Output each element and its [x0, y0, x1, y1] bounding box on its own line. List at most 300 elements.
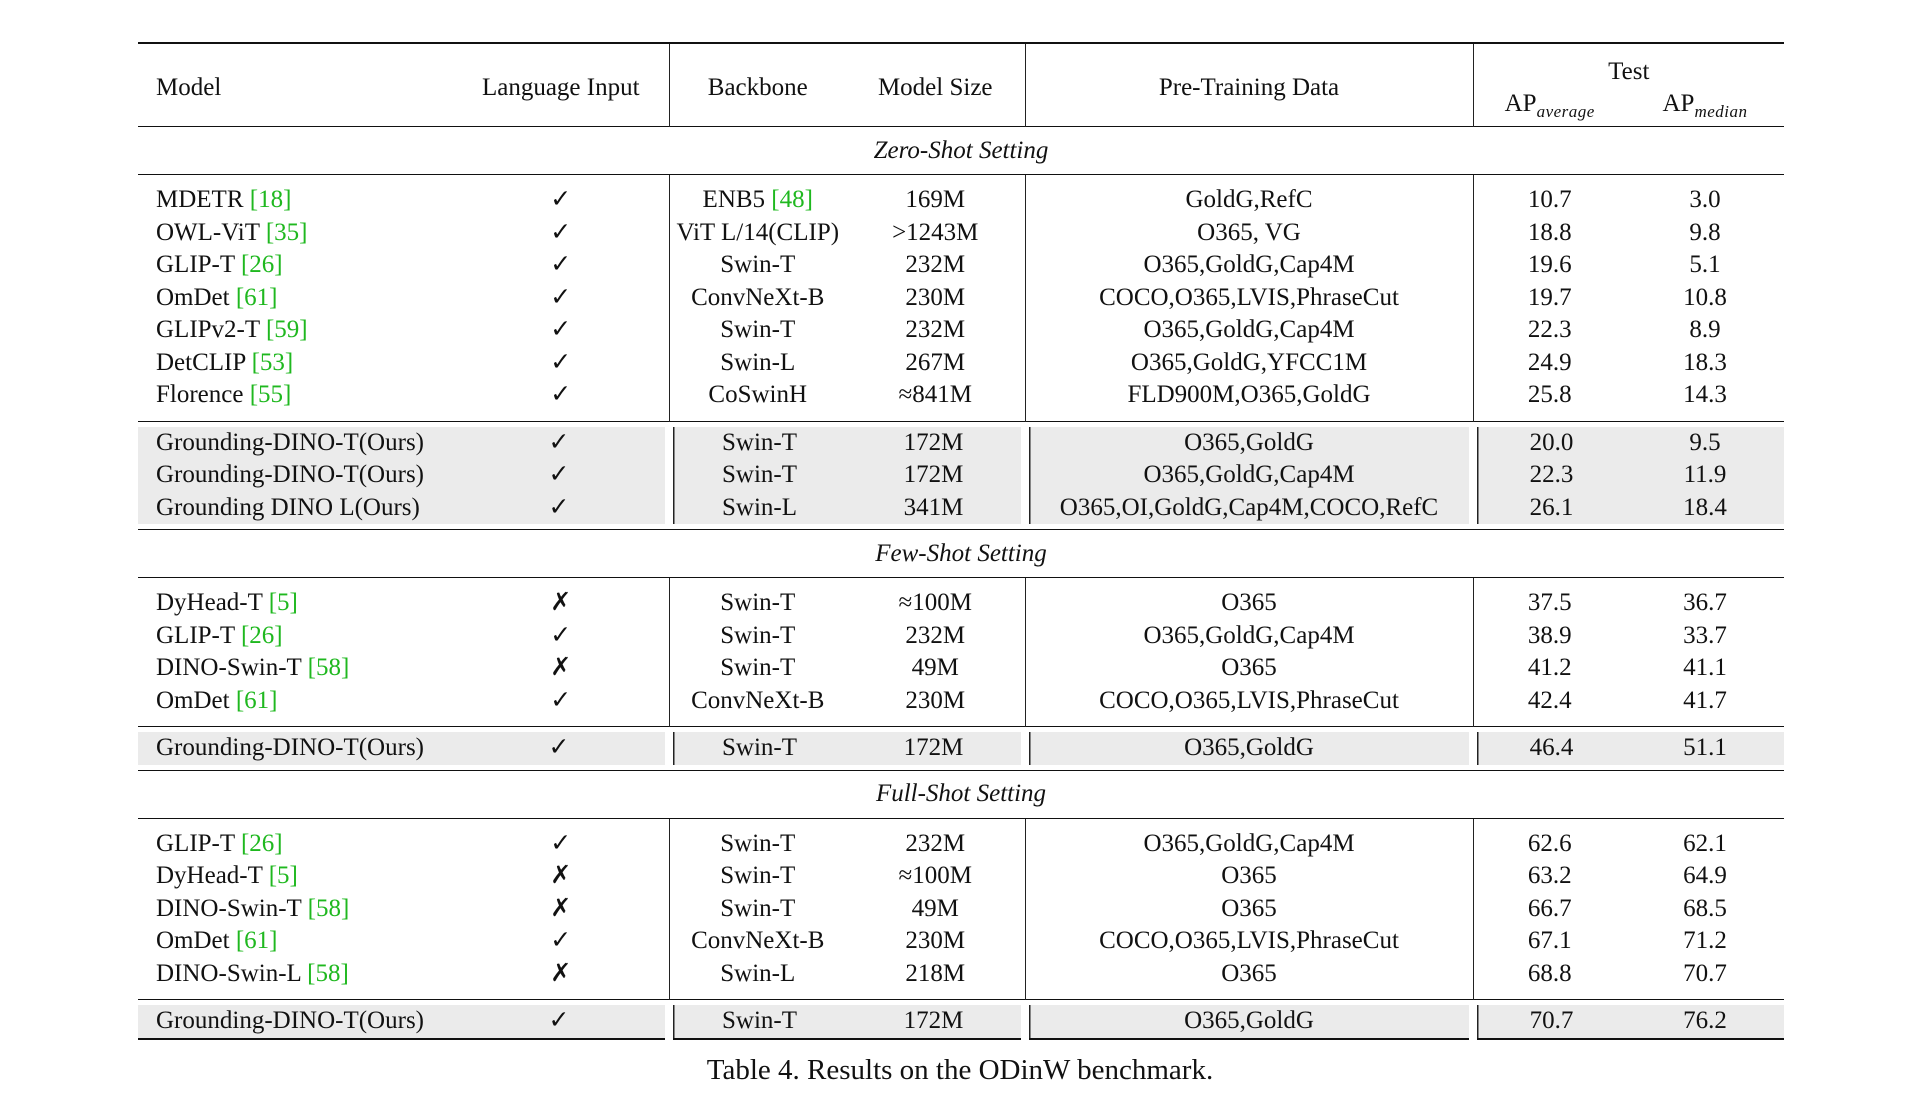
model-cell [138, 828, 453, 861]
language-input-cell [453, 1005, 669, 1039]
spacer-cell [1473, 818, 1626, 828]
ap-median-cell: 62.1 [1683, 829, 1727, 857]
backbone-cell [669, 652, 846, 685]
pretraining-data-cell: COCO,O365,LVIS,PhraseCut [1025, 685, 1473, 718]
table-row [138, 282, 1784, 315]
language-input-cell [453, 347, 669, 380]
backbone-cell [669, 427, 846, 460]
spacer-cell [846, 175, 1025, 185]
pretraining-data-cell: COCO,O365,LVIS,PhraseCut [1025, 282, 1473, 315]
ap-average-cell: 20.0 [1473, 427, 1626, 460]
table-row [138, 587, 1784, 620]
backbone-cell [669, 282, 846, 315]
model-name: Florence [156, 381, 244, 408]
header-row-1 [138, 43, 1784, 86]
spacer-row [138, 578, 1784, 588]
model-name: Grounding-DINO-T(Ours) [156, 428, 424, 456]
section-header-row [138, 530, 1784, 578]
header-ap-median [1626, 86, 1784, 127]
model-size-cell: 230M [905, 686, 966, 714]
language-input-cell [453, 217, 669, 250]
model-cell [138, 652, 453, 685]
model-cell [138, 587, 453, 620]
table-row [138, 925, 1784, 958]
checkmark-icon: ✓ [550, 621, 572, 649]
spacer-cell [453, 175, 669, 185]
pretraining-data-cell: O365,GoldG,Cap4M [1025, 828, 1473, 861]
checkmark-icon: ✓ [550, 283, 572, 311]
backbone-cell [669, 314, 846, 347]
spacer-cell [138, 717, 453, 727]
model-cell [138, 685, 453, 718]
table-row [138, 249, 1784, 282]
ap-median-cell: 51.1 [1626, 732, 1784, 765]
spacer-cell [669, 578, 846, 588]
pretraining-data-cell: O365 [1025, 652, 1473, 685]
citation-link[interactable]: [58] [307, 654, 350, 681]
ours-row [138, 492, 1784, 525]
citation-link[interactable]: [5] [268, 589, 298, 616]
model-name: DINO-Swin-L [156, 959, 301, 987]
language-input-cell [453, 587, 669, 620]
model-size-cell: 49M [911, 654, 959, 681]
spacer-cell [1025, 818, 1473, 828]
model-size-cell: 230M [905, 283, 966, 311]
spacer-row [138, 717, 1784, 727]
spacer-cell [1626, 818, 1784, 828]
spacer-cell [669, 990, 846, 1000]
ap-average-cell: 66.7 [1473, 893, 1626, 926]
model-size-cell: 232M [905, 829, 966, 857]
ap-median-cell: 8.9 [1689, 316, 1721, 343]
spacer-cell [1025, 717, 1473, 727]
language-input-cell [453, 459, 669, 492]
citation-link[interactable]: [35] [265, 218, 308, 246]
ap-average-cell: 46.4 [1473, 732, 1626, 765]
model-name: MDETR [156, 186, 244, 213]
model-name: GLIP-T [156, 251, 235, 278]
backbone-cell [669, 925, 846, 958]
ap-average-cell: 26.1 [1473, 492, 1626, 525]
model-cell [138, 958, 453, 991]
citation-link[interactable]: [59] [265, 316, 308, 343]
checkmark-icon: ✓ [550, 927, 572, 954]
results-table [138, 42, 1784, 1040]
table-row [138, 828, 1784, 861]
backbone-name: Swin-T [720, 654, 796, 681]
model-cell [138, 347, 453, 380]
pretraining-data-cell: O365 [1025, 860, 1473, 893]
language-input-cell [453, 958, 669, 991]
backbone-cell [669, 217, 846, 250]
backbone-cell [669, 1005, 846, 1039]
cross-icon: ✗ [550, 862, 572, 889]
model-cell [138, 427, 453, 460]
spacer-cell [669, 818, 846, 828]
backbone-name: Swin-T [722, 461, 797, 488]
ap-median-cell: 68.5 [1683, 894, 1727, 922]
language-input-cell [453, 893, 669, 926]
pretraining-data-cell: FLD900M,O365,GoldG [1025, 379, 1473, 412]
backbone-name: ConvNeXt-B [691, 686, 825, 714]
language-input-cell [453, 860, 669, 893]
backbone-name: Swin-L [722, 493, 797, 521]
header-backbone: Backbone [669, 43, 846, 127]
spacer-cell [453, 578, 669, 588]
model-name: GLIPv2-T [156, 316, 260, 343]
ap-median-cell: 41.7 [1683, 686, 1727, 714]
model-name: GLIP-T [156, 621, 235, 649]
backbone-cell [669, 347, 846, 380]
backbone-name: Swin-T [722, 734, 797, 761]
header-ap-median-sub: median [1694, 102, 1748, 121]
spacer-cell [1626, 717, 1784, 727]
model-size-cell: 341M [846, 492, 1025, 525]
model-name: OWL-ViT [156, 218, 260, 246]
model-cell [138, 217, 453, 250]
pretraining-data-cell: O365,GoldG,Cap4M [1025, 620, 1473, 653]
model-name: DetCLIP [156, 348, 246, 376]
backbone-name: Swin-T [720, 829, 796, 857]
model-size-cell: 169M [905, 186, 966, 213]
pretraining-data-cell: O365,GoldG,Cap4M [1025, 249, 1473, 282]
language-input-cell [453, 492, 669, 525]
ap-median-cell: 9.5 [1626, 427, 1784, 460]
citation-link[interactable]: [58] [307, 894, 350, 922]
table-row [138, 314, 1784, 347]
model-cell [138, 732, 453, 765]
model-size-cell: ≈100M [898, 862, 972, 889]
language-input-cell [453, 828, 669, 861]
model-size-cell: 232M [905, 316, 966, 343]
backbone-cell [669, 379, 846, 412]
spacer-cell [846, 818, 1025, 828]
backbone-cell [669, 732, 846, 765]
backbone-name: Swin-T [722, 1007, 797, 1034]
model-cell [138, 893, 453, 926]
language-input-cell [453, 249, 669, 282]
backbone-cell [669, 249, 846, 282]
spacer-cell [138, 175, 453, 185]
model-cell [138, 1005, 453, 1039]
table-row [138, 652, 1784, 685]
backbone-name: Swin-T [720, 621, 796, 649]
spacer-row [138, 818, 1784, 828]
model-name: DyHead-T [156, 589, 263, 616]
model-name: OmDet [156, 686, 230, 714]
ap-average-cell: 19.6 [1473, 249, 1626, 282]
language-input-cell [453, 685, 669, 718]
ap-average-cell: 18.8 [1473, 217, 1626, 250]
pretraining-data-cell: GoldG,RefC [1025, 184, 1473, 217]
pretraining-data-cell: O365,GoldG [1025, 427, 1473, 460]
model-cell [138, 620, 453, 653]
citation-link[interactable]: [26] [240, 251, 283, 278]
model-cell [138, 379, 453, 412]
ours-row [138, 427, 1784, 460]
backbone-cell [669, 860, 846, 893]
model-size-cell: 49M [911, 894, 959, 922]
spacer-cell [846, 578, 1025, 588]
header-ap-label: AP [1504, 90, 1537, 117]
citation-link[interactable]: [18] [249, 186, 292, 213]
language-input-cell [453, 427, 669, 460]
backbone-cell [669, 893, 846, 926]
spacer-cell [1473, 412, 1626, 422]
cross-icon: ✗ [550, 959, 572, 987]
checkmark-icon: ✓ [550, 251, 572, 278]
ap-median-cell: 11.9 [1626, 459, 1784, 492]
spacer-cell [846, 990, 1025, 1000]
citation-link[interactable]: [61] [235, 686, 278, 714]
model-size-cell: ≈100M [898, 589, 972, 616]
header-test: Test [1473, 43, 1784, 86]
ours-row [138, 459, 1784, 492]
section-header-row [138, 770, 1784, 818]
model-size-cell: 218M [905, 959, 966, 987]
checkmark-icon: ✓ [548, 428, 570, 456]
model-name: GLIP-T [156, 829, 235, 857]
citation-link[interactable]: [55] [249, 381, 292, 408]
citation-link[interactable]: [61] [235, 283, 278, 311]
table-row [138, 620, 1784, 653]
ap-median-cell: 14.3 [1683, 381, 1727, 408]
language-input-cell [453, 620, 669, 653]
spacer-cell [1626, 412, 1784, 422]
model-size-cell: 172M [846, 1005, 1025, 1039]
cross-icon: ✗ [550, 589, 572, 616]
ap-median-cell: 9.8 [1689, 218, 1721, 246]
ap-median-cell: 71.2 [1683, 927, 1727, 954]
header-ap-average-sub: average [1536, 102, 1595, 121]
model-size-cell: 230M [905, 927, 966, 954]
citation-link[interactable]: [26] [240, 829, 283, 857]
backbone-cell [669, 828, 846, 861]
header-pretraining-data: Pre-Training Data [1025, 43, 1473, 127]
spacer-cell [1626, 990, 1784, 1000]
table-row [138, 347, 1784, 380]
section-title: Few-Shot Setting [138, 530, 1784, 578]
ap-average-cell: 42.4 [1473, 685, 1626, 718]
ap-average-cell: 37.5 [1473, 587, 1626, 620]
ap-median-cell: 3.0 [1689, 186, 1721, 213]
ap-average-cell: 41.2 [1473, 652, 1626, 685]
cross-icon: ✗ [550, 894, 572, 922]
model-name: DINO-Swin-T [156, 654, 302, 681]
ours-row [138, 1005, 1784, 1039]
table-row [138, 893, 1784, 926]
pretraining-data-cell: O365,OI,GoldG,Cap4M,COCO,RefC [1025, 492, 1473, 525]
model-name: DINO-Swin-T [156, 894, 302, 922]
language-input-cell [453, 652, 669, 685]
pretraining-data-cell: O365, VG [1025, 217, 1473, 250]
spacer-cell [1473, 578, 1626, 588]
spacer-cell [669, 717, 846, 727]
ap-average-cell: 62.6 [1473, 828, 1626, 861]
checkmark-icon: ✓ [550, 348, 572, 376]
language-input-cell [453, 379, 669, 412]
model-name: DyHead-T [156, 862, 263, 889]
ap-median-cell: 41.1 [1683, 654, 1727, 681]
model-cell [138, 492, 453, 525]
spacer-cell [453, 990, 669, 1000]
ap-median-cell: 76.2 [1626, 1005, 1784, 1039]
ap-average-cell: 25.8 [1473, 379, 1626, 412]
spacer-cell [1025, 175, 1473, 185]
ap-average-cell: 67.1 [1473, 925, 1626, 958]
ap-average-cell: 10.7 [1473, 184, 1626, 217]
backbone-name: ViT L/14(CLIP) [676, 218, 840, 246]
backbone-name: Swin-T [722, 428, 797, 456]
header-ap-average [1473, 86, 1626, 127]
model-name: OmDet [156, 283, 230, 311]
ours-row [138, 732, 1784, 765]
language-input-cell [453, 282, 669, 315]
spacer-cell [1626, 578, 1784, 588]
ap-median-cell: 18.3 [1683, 348, 1727, 376]
backbone-name: ConvNeXt-B [691, 927, 825, 954]
model-size-cell: 172M [846, 732, 1025, 765]
model-size-cell: 172M [846, 459, 1025, 492]
backbone-name: ConvNeXt-B [691, 283, 825, 311]
spacer-cell [138, 412, 453, 422]
pretraining-data-cell: O365,GoldG,Cap4M [1025, 314, 1473, 347]
checkmark-icon: ✓ [548, 1007, 570, 1034]
backbone-name: Swin-T [720, 316, 796, 343]
checkmark-icon: ✓ [550, 686, 572, 714]
pretraining-data-cell: O365,GoldG [1025, 732, 1473, 765]
table-row [138, 379, 1784, 412]
language-input-cell [453, 732, 669, 765]
header-model: Model [138, 43, 453, 127]
ap-average-cell: 70.7 [1473, 1005, 1626, 1039]
spacer-cell [1473, 717, 1626, 727]
checkmark-icon: ✓ [548, 461, 570, 488]
citation-link[interactable]: [58] [307, 959, 349, 987]
table-row [138, 685, 1784, 718]
backbone-cell [669, 459, 846, 492]
citation-link[interactable]: [26] [240, 621, 283, 649]
model-cell [138, 282, 453, 315]
backbone-cell [669, 958, 846, 991]
pretraining-data-cell: COCO,O365,LVIS,PhraseCut [1025, 925, 1473, 958]
backbone-name: Swin-T [720, 589, 796, 616]
ap-median-cell: 70.7 [1683, 959, 1727, 987]
header-ap-label: AP [1662, 90, 1695, 117]
table-row [138, 958, 1784, 991]
model-cell [138, 459, 453, 492]
spacer-cell [138, 818, 453, 828]
spacer-cell [453, 412, 669, 422]
citation-link[interactable]: [61] [235, 927, 278, 954]
backbone-name: Swin-T [720, 894, 796, 922]
checkmark-icon: ✓ [550, 186, 572, 213]
model-size-cell: >1243M [892, 218, 979, 246]
table-row [138, 217, 1784, 250]
model-name: Grounding-DINO-T(Ours) [156, 461, 424, 488]
pretraining-data-cell: O365 [1025, 958, 1473, 991]
pretraining-data-cell: O365,GoldG,YFCC1M [1025, 347, 1473, 380]
model-name: Grounding-DINO-T(Ours) [156, 734, 424, 761]
language-input-cell [453, 314, 669, 347]
ap-median-cell: 64.9 [1683, 862, 1727, 889]
spacer-cell [1025, 990, 1473, 1000]
table-caption: Table 4. Results on the ODinW benchmark. [706, 1054, 1214, 1086]
header-language-input: Language Input [453, 43, 669, 127]
header-model-size: Model Size [846, 43, 1025, 127]
cross-icon: ✗ [550, 654, 572, 681]
table-row [138, 860, 1784, 893]
ap-average-cell: 24.9 [1473, 347, 1626, 380]
model-cell [138, 925, 453, 958]
citation-link[interactable]: [53] [251, 348, 294, 376]
backbone-name: CoSwinH [708, 381, 808, 408]
checkmark-icon: ✓ [548, 493, 570, 521]
model-size-cell: 232M [905, 251, 966, 278]
table-body [138, 127, 1784, 1039]
backbone-cell [669, 685, 846, 718]
ap-average-cell: 22.3 [1473, 314, 1626, 347]
model-cell [138, 184, 453, 217]
backbone-cell [669, 587, 846, 620]
checkmark-icon: ✓ [550, 829, 572, 857]
pretraining-data-cell: O365 [1025, 587, 1473, 620]
checkmark-icon: ✓ [548, 734, 570, 761]
model-name: OmDet [156, 927, 230, 954]
language-input-cell [453, 184, 669, 217]
ap-median-cell: 36.7 [1683, 589, 1727, 616]
model-cell [138, 249, 453, 282]
spacer-cell [138, 990, 453, 1000]
spacer-cell [1473, 990, 1626, 1000]
spacer-cell [846, 717, 1025, 727]
ap-median-cell: 33.7 [1683, 621, 1727, 649]
citation-link[interactable]: [5] [268, 862, 298, 889]
model-cell [138, 314, 453, 347]
ap-median-cell: 5.1 [1689, 251, 1721, 278]
spacer-cell [1626, 175, 1784, 185]
backbone-cell [669, 184, 846, 217]
spacer-row [138, 412, 1784, 422]
checkmark-icon: ✓ [550, 316, 572, 343]
model-size-cell: ≈841M [898, 381, 972, 408]
spacer-cell [453, 717, 669, 727]
ap-median-cell: 18.4 [1626, 492, 1784, 525]
backbone-name: Swin-L [720, 348, 796, 376]
model-size-cell: 232M [905, 621, 966, 649]
spacer-cell [1025, 578, 1473, 588]
spacer-cell [1473, 175, 1626, 185]
ap-average-cell: 19.7 [1473, 282, 1626, 315]
backbone-cell [669, 492, 846, 525]
language-input-cell [453, 925, 669, 958]
backbone-name: Swin-T [720, 251, 796, 278]
table-row [138, 184, 1784, 217]
ap-average-cell: 22.3 [1473, 459, 1626, 492]
section-header-row [138, 127, 1784, 175]
spacer-cell [669, 412, 846, 422]
backbone-name: Swin-L [720, 959, 796, 987]
citation-link[interactable]: [48] [771, 186, 813, 213]
section-title: Zero-Shot Setting [138, 127, 1784, 175]
ap-median-cell: 10.8 [1683, 283, 1727, 311]
spacer-row [138, 990, 1784, 1000]
model-size-cell: 267M [905, 348, 966, 376]
pretraining-data-cell: O365 [1025, 893, 1473, 926]
section-title: Full-Shot Setting [138, 770, 1784, 818]
pretraining-data-cell: O365,GoldG [1025, 1005, 1473, 1039]
model-cell [138, 860, 453, 893]
